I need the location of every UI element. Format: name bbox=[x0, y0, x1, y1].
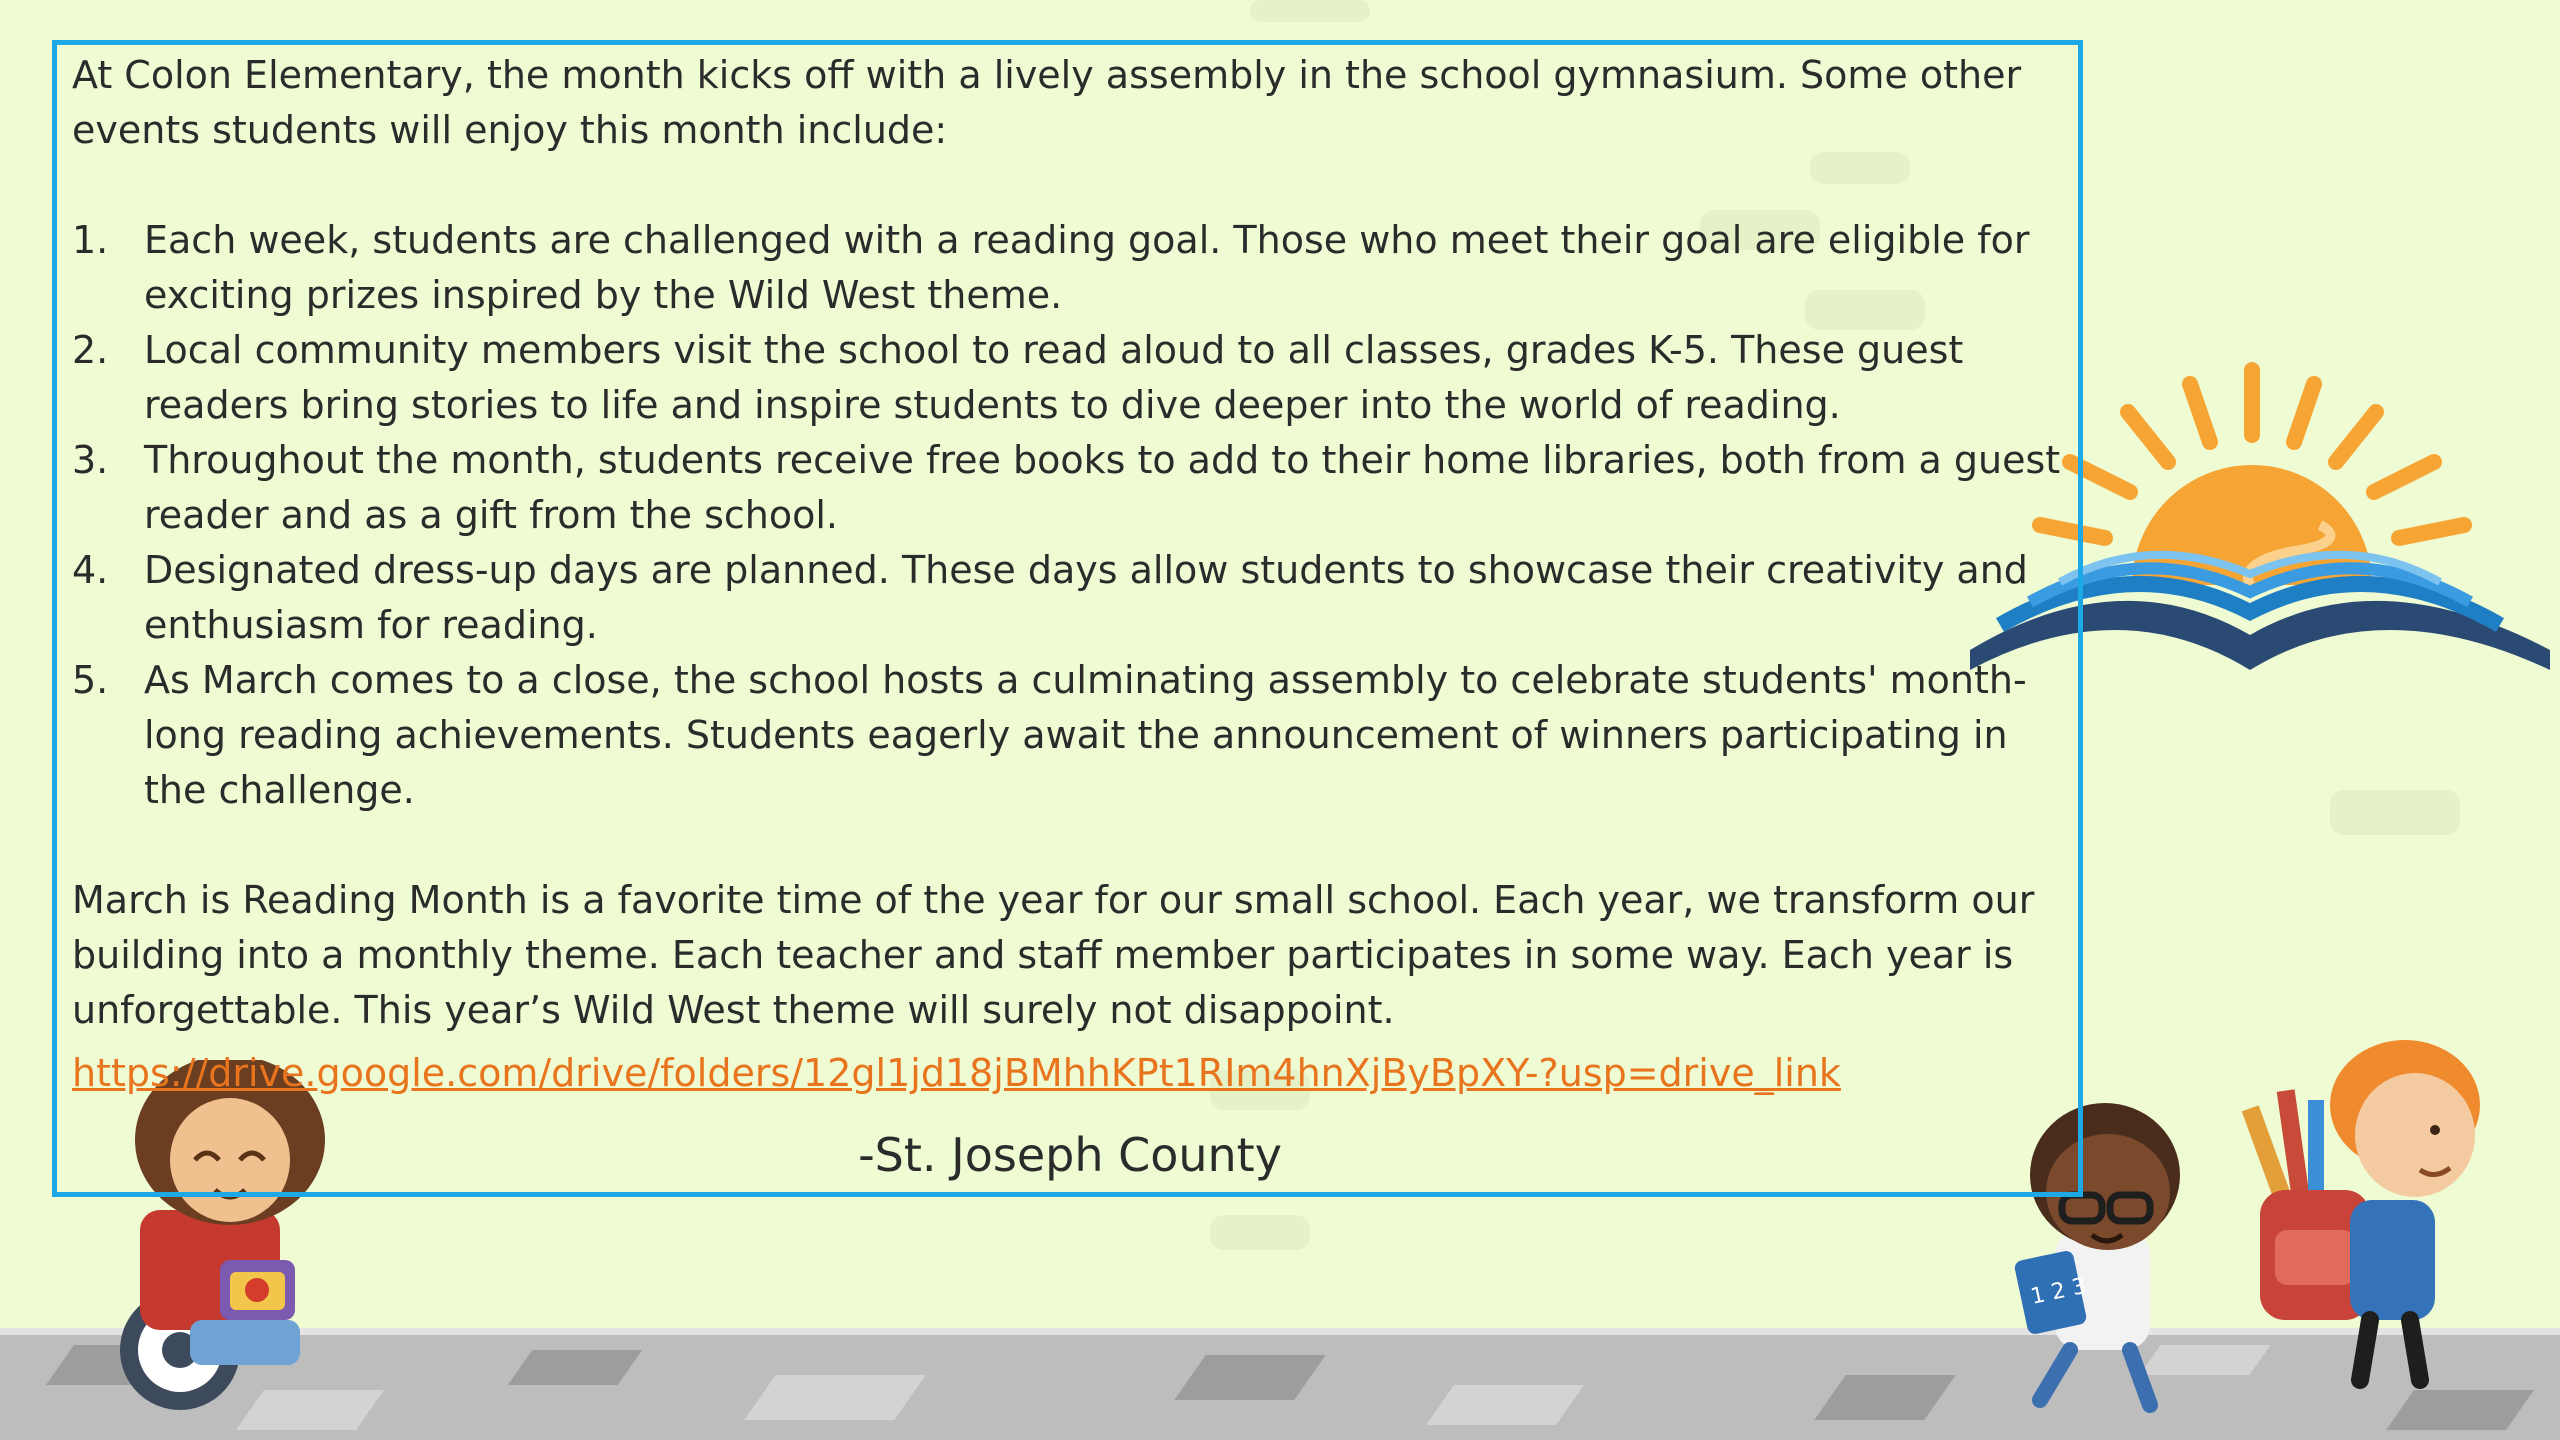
list-item-text: As March comes to a close, the school hosts a culminating assembly to celebrate students' month-long reading achievements. Students eagerly await the announcement of winners participating in the challenge. bbox=[144, 658, 2027, 812]
list-item-text: Designated dress-up days are planned. These days allow students to showcase their creativity and enthusiasm for reading. bbox=[144, 548, 2028, 647]
background-smudge bbox=[1250, 0, 1370, 22]
list-item-number: 2. bbox=[72, 328, 109, 372]
background-smudge bbox=[1210, 1215, 1310, 1250]
list-item bbox=[72, 543, 2072, 653]
sidewalk-tile bbox=[508, 1350, 643, 1385]
boy-backpack-character bbox=[2240, 1030, 2500, 1410]
list-item bbox=[72, 323, 2072, 433]
list-item bbox=[72, 653, 2072, 818]
intro-paragraph: At Colon Elementary, the month kicks off with a lively assembly in the school gymnasium. Some other events students will enjoy this month include: bbox=[72, 53, 2022, 152]
article-body bbox=[72, 48, 2072, 1101]
events-list bbox=[72, 213, 2072, 818]
background-smudge bbox=[2330, 790, 2460, 835]
list-item bbox=[72, 213, 2072, 323]
list-item-text: Throughout the month, students receive free books to add to their home libraries, both from a guest reader and as a gift from the school. bbox=[144, 438, 2061, 537]
closing-paragraph: March is Reading Month is a favorite time of the year for our small school. Each year, we transform our building into a monthly theme. Each teacher and staff member participates in some way. Each year is unforgettable. This year’s Wild West theme will surely not disappoint. bbox=[72, 878, 2035, 1032]
list-item-number: 3. bbox=[72, 438, 109, 482]
list-item-number: 1. bbox=[72, 218, 109, 262]
list-item-number: 4. bbox=[72, 548, 109, 592]
sidewalk-tile bbox=[1814, 1375, 1956, 1420]
attribution-signature: -St. Joseph County bbox=[858, 1128, 1282, 1182]
list-item-text: Local community members visit the school to read aloud to all classes, grades K-5. These guest readers bring stories to life and inspire students to dive deeper into the world of reading. bbox=[144, 328, 1964, 427]
list-item-text: Each week, students are challenged with a reading goal. Those who meet their goal are eligible for exciting prizes inspired by the Wild West theme. bbox=[144, 218, 2030, 317]
sidewalk-tile bbox=[1426, 1385, 1584, 1425]
drive-folder-link[interactable]: https://drive.google.com/drive/folders/12gl1jd18jBMhhKPt1RIm4hnXjByBpXY-?usp=drive_link bbox=[72, 1051, 1841, 1095]
sidewalk-tile bbox=[1174, 1355, 1326, 1400]
list-item bbox=[72, 433, 2072, 543]
list-item-number: 5. bbox=[72, 658, 109, 702]
svg-text:1 2 3: 1 2 3 bbox=[2028, 1273, 2089, 1310]
sidewalk-tile bbox=[744, 1375, 926, 1420]
